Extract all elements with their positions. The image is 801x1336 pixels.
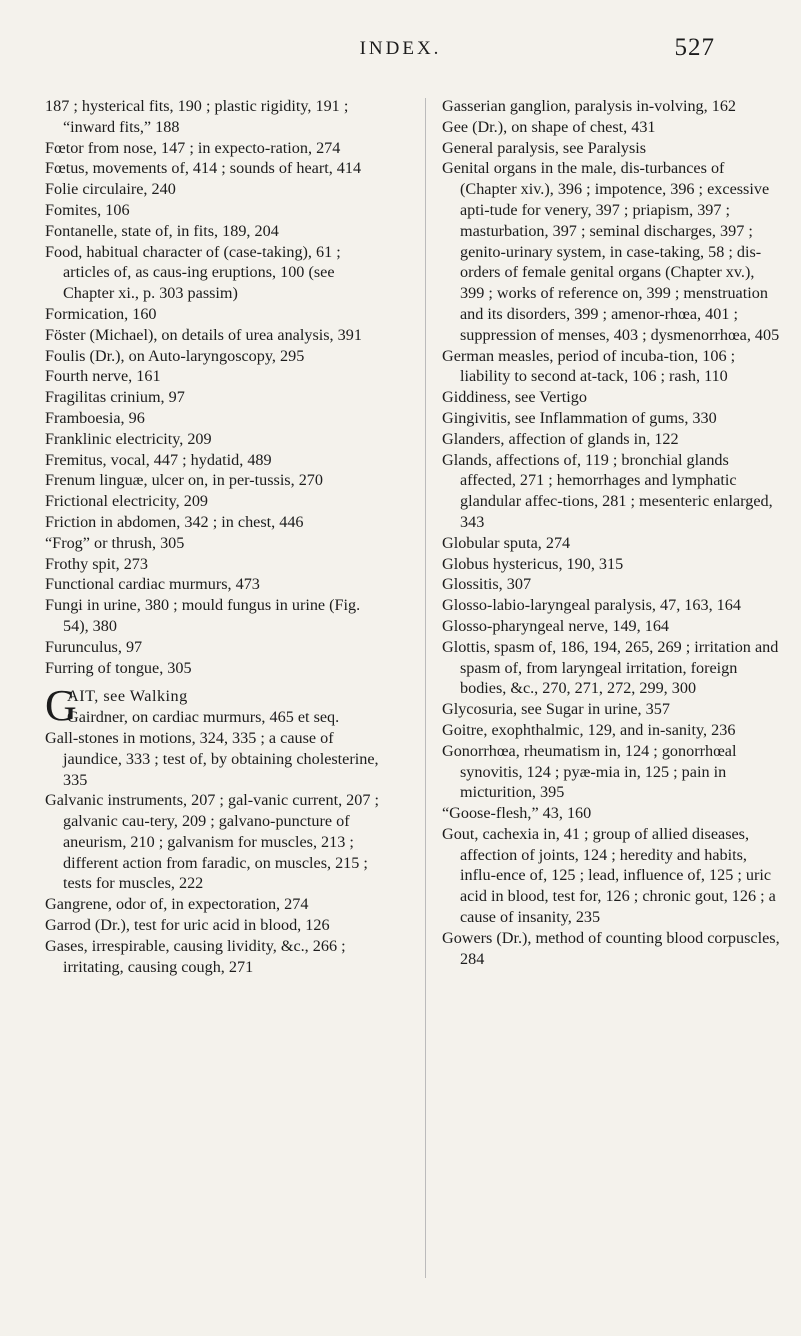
index-entry: Glottis, spasm of, 186, 194, 265, 269 ; irritation and spasm of, from laryngeal irritation, foreign bodies, &c., 270, 271, 272, 299, 300 xyxy=(442,637,779,698)
index-entry: German measles, period of incuba-tion, 106 ; liability to second at-tack, 106 ; rash, 110 xyxy=(442,346,736,386)
index-entry: Glossitis, 307 xyxy=(442,575,532,594)
index-entry: Gairdner, on cardiac murmurs, 465 et seq. xyxy=(67,708,340,727)
index-entry: Fontanelle, state of, in fits, 189, 204 xyxy=(45,221,279,240)
index-entry: “Goose-flesh,” 43, 160 xyxy=(442,804,592,823)
left-entry-list xyxy=(45,96,385,678)
index-entry: Gonorrhœa, rheumatism in, 124 ; gonorrhœal synovitis, 124 ; pyæ-mia in, 125 ; pain in micturition, 395 xyxy=(442,741,737,802)
index-entry: Globular sputa, 274 xyxy=(442,533,571,552)
index-entry: Gasserian ganglion, paralysis in-volving, 162 xyxy=(442,97,737,115)
index-entry: Fremitus, vocal, 447 ; hydatid, 489 xyxy=(45,450,272,469)
index-entry: Frenum linguæ, ulcer on, in per-tussis, 270 xyxy=(45,471,323,490)
index-entry: Föster (Michael), on details of urea analysis, 391 xyxy=(45,325,362,344)
index-entry: Gout, cachexia in, 41 ; group of allied diseases, affection of joints, 124 ; heredity and habits, influ-ence of, 125 ; lead, influence of, 125 ; uric acid in blood, test for, 126 ; chronic gout, 126 ; a cause of insanity, 235 xyxy=(442,824,776,927)
index-entry: General paralysis, see Paralysis xyxy=(442,138,647,157)
index-entry: Globus hystericus, 190, 315 xyxy=(442,554,624,573)
index-entry: Gee (Dr.), on shape of chest, 431 xyxy=(442,117,656,136)
index-entry: Franklinic electricity, 209 xyxy=(45,429,212,448)
index-entry: Frictional electricity, 209 xyxy=(45,492,209,511)
left-entry-list-g xyxy=(45,728,385,978)
index-entry: AIT, see Walking xyxy=(67,687,188,706)
index-entry: Framboesia, 96 xyxy=(45,408,145,427)
index-entry: Gangrene, odor of, in expectoration, 274 xyxy=(45,895,309,914)
index-entry: Gingivitis, see Inflammation of gums, 330 xyxy=(442,408,717,427)
index-entry: Foulis (Dr.), on Auto-laryngoscopy, 295 xyxy=(45,346,305,365)
running-title: INDEX. xyxy=(359,38,442,59)
index-entry: Glosso-labio-laryngeal paralysis, 47, 163, 164 xyxy=(442,596,741,615)
index-entry: Fungi in urine, 380 ; mould fungus in urine (Fig. 54), 380 xyxy=(45,596,361,635)
gait-entry xyxy=(45,681,385,731)
page-header xyxy=(0,34,801,70)
index-entry: Gowers (Dr.), method of counting blood corpuscles, 284 xyxy=(442,928,780,968)
column-divider xyxy=(425,98,426,1278)
index-entry: Fœtor from nose, 147 ; in expecto-ration, 274 xyxy=(45,138,341,157)
index-entry: Gall-stones in motions, 324, 335 ; a cause of jaundice, 333 ; test of, by obtaining cholesterine, 335 xyxy=(45,728,379,789)
index-entry: “Frog” or thrush, 305 xyxy=(45,533,185,552)
index-entry: Galvanic instruments, 207 ; gal-vanic current, 207 ; galvanic cau-tery, 209 ; galvano-puncture of aneurism, 210 ; galvanism for muscles, 213 ; different action from faradic, on muscles, 215 ; tests for muscles, 222 xyxy=(45,791,380,893)
index-entry: Glosso-pharyngeal nerve, 149, 164 xyxy=(442,616,670,635)
left-column xyxy=(45,96,385,977)
index-entry: Gases, irrespirable, causing lividity, &c., 266 ; irritating, causing cough, 271 xyxy=(45,936,346,976)
index-entry: Glanders, affection of glands in, 122 xyxy=(442,429,679,448)
index-entry: Glycosuria, see Sugar in urine, 357 xyxy=(442,700,670,719)
right-column xyxy=(442,96,782,969)
index-entry: Fœtus, movements of, 414 ; sounds of heart, 414 xyxy=(45,159,362,178)
index-entry: Functional cardiac murmurs, 473 xyxy=(45,575,260,594)
index-entry: Genital organs in the male, dis-turbances of (Chapter xiv.), 396 ; impotence, 396 ; excessive apti-tude for venery, 397 ; priapism, 397 ; masturbation, 397 ; seminal discharges, 397 ; genito-urinary system, in case-taking, 58 ; dis-orders of female genital organs (Chapter xv.), 399 ; works of reference on, 399 ; menstruation and its disorders, 399 ; amenor-rhœa, 401 ; suppression of menses, 403 ; dysmenorrhœa, 405 xyxy=(442,159,780,344)
index-entry: Formication, 160 xyxy=(45,304,157,323)
index-entry: Furring of tongue, 305 xyxy=(45,658,192,677)
right-entry-list xyxy=(442,96,782,969)
index-entry: Furunculus, 97 xyxy=(45,637,143,656)
index-entry: Goitre, exophthalmic, 129, and in-sanity, 236 xyxy=(442,720,736,739)
index-entry: Frothy spit, 273 xyxy=(45,554,148,573)
index-entry: Food, habitual character of (case-taking), 61 ; articles of, as caus-ing eruptions, 100 (see Chapter xi., p. 303 passim) xyxy=(45,242,341,303)
index-entry: Garrod (Dr.), test for uric acid in blood, 126 xyxy=(45,916,330,935)
index-entry: Fomites, 106 xyxy=(45,200,130,219)
index-entry: Folie circulaire, 240 xyxy=(45,180,176,199)
dropcap-letter: G xyxy=(45,681,77,731)
page-number: 527 xyxy=(674,34,715,61)
index-entry: Friction in abdomen, 342 ; in chest, 446 xyxy=(45,512,304,531)
index-entry: Fourth nerve, 161 xyxy=(45,367,161,386)
index-entry: Giddiness, see Vertigo xyxy=(442,388,587,407)
index-entry: 187 ; hysterical fits, 190 ; plastic rigidity, 191 ; “inward fits,” 188 xyxy=(45,97,349,136)
index-entry: Glands, affections of, 119 ; bronchial glands affected, 271 ; hemorrhages and lymphatic glandular affec-tions, 281 ; mesenteric enlarged, 343 xyxy=(442,450,773,531)
index-entry: Fragilitas crinium, 97 xyxy=(45,388,185,407)
